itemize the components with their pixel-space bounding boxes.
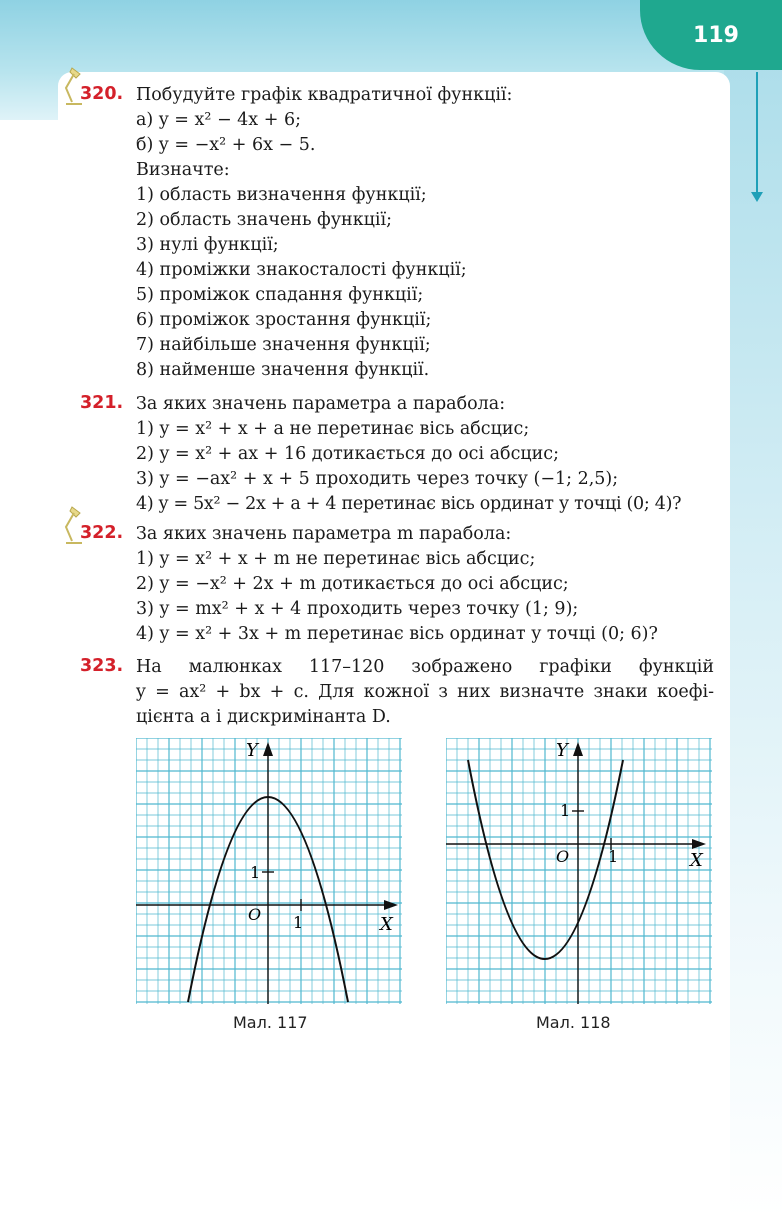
problem-number: 323.	[80, 656, 124, 676]
problem-text: цієнта a і дискримінанта D.	[136, 707, 391, 727]
margin-decoration	[724, 0, 782, 1218]
margin-arrow-head-icon	[751, 192, 763, 202]
x-axis-label: X	[380, 914, 393, 935]
y-axis-label: Y	[556, 740, 568, 761]
y-tick-label: 1	[250, 863, 261, 882]
problem-text: 4) проміжки знакосталості функції;	[136, 260, 467, 280]
problem-text: а) y = x² − 4x + 6;	[136, 110, 301, 130]
problem-321	[80, 393, 730, 523]
x-axis-label: X	[690, 850, 703, 871]
problem-323	[80, 656, 730, 736]
problem-text: За яких значень параметра m парабола:	[136, 524, 512, 544]
margin-arrow	[756, 72, 758, 194]
y-tick-label: 1	[560, 801, 571, 820]
x-axis-arrow-icon	[384, 900, 398, 910]
figure-caption: Мал. 117	[233, 1013, 308, 1032]
problem-text: Визначте:	[136, 160, 230, 180]
origin-label: O	[248, 905, 262, 924]
problem-number: 322.	[80, 523, 124, 543]
figure-caption: Мал. 118	[536, 1013, 611, 1032]
problem-text: б) y = −x² + 6x − 5.	[136, 135, 316, 155]
problem-322	[80, 523, 730, 653]
problem-text: 4) y = 5x² − 2x + a + 4 перетинає вісь ординат у точці (0; 4)?	[136, 494, 682, 514]
problem-text: 1) область визначення функції;	[136, 185, 427, 205]
problem-text: 8) найменше значення функції.	[136, 360, 430, 380]
problem-text: На малюнках 117–120 зображено графіки функцій	[136, 657, 714, 677]
problem-text: 4) y = x² + 3x + m перетинає вісь ординат у точці (0; 6)?	[136, 624, 658, 644]
problem-320	[80, 84, 730, 384]
problem-number: 320.	[80, 84, 124, 104]
origin-label: O	[556, 847, 570, 866]
figure-117-graph	[136, 738, 402, 1004]
problem-text: За яких значень параметра a парабола:	[136, 394, 506, 414]
problem-text: 1) y = x² + x + a не перетинає вісь абсцис;	[136, 419, 530, 439]
y-axis-label: Y	[246, 740, 258, 761]
x-tick-label: 1	[608, 847, 619, 866]
problem-text: 2) y = −x² + 2x + m дотикається до осі абсцис;	[136, 574, 569, 594]
problem-text: 1) y = x² + x + m не перетинає вісь абсцис;	[136, 549, 536, 569]
problem-text: 3) y = mx² + x + 4 проходить через точку (1; 9);	[136, 599, 579, 619]
page-number: 119	[640, 0, 782, 70]
grid	[446, 738, 712, 1004]
problem-text: 2) y = x² + ax + 16 дотикається до осі абсцис;	[136, 444, 559, 464]
problem-text: 7) найбільше значення функції;	[136, 335, 431, 355]
problem-text: 2) область значень функції;	[136, 210, 392, 230]
problem-text: 6) проміжок зростання функції;	[136, 310, 432, 330]
grid	[136, 738, 402, 1004]
problem-text: 3) y = −ax² + x + 5 проходить через точку (−1; 2,5);	[136, 469, 619, 489]
x-tick-label: 1	[293, 913, 304, 932]
figure-118-graph	[446, 738, 712, 1004]
problem-number: 321.	[80, 393, 124, 413]
problem-text: 3) нулі функції;	[136, 235, 279, 255]
problem-text: 5) проміжок спадання функції;	[136, 285, 424, 305]
problem-text: Побудуйте графік квадратичної функції:	[136, 85, 513, 105]
problem-text: y = ax² + bx + c. Для кожної з них визначте знаки коефі-	[136, 682, 714, 702]
